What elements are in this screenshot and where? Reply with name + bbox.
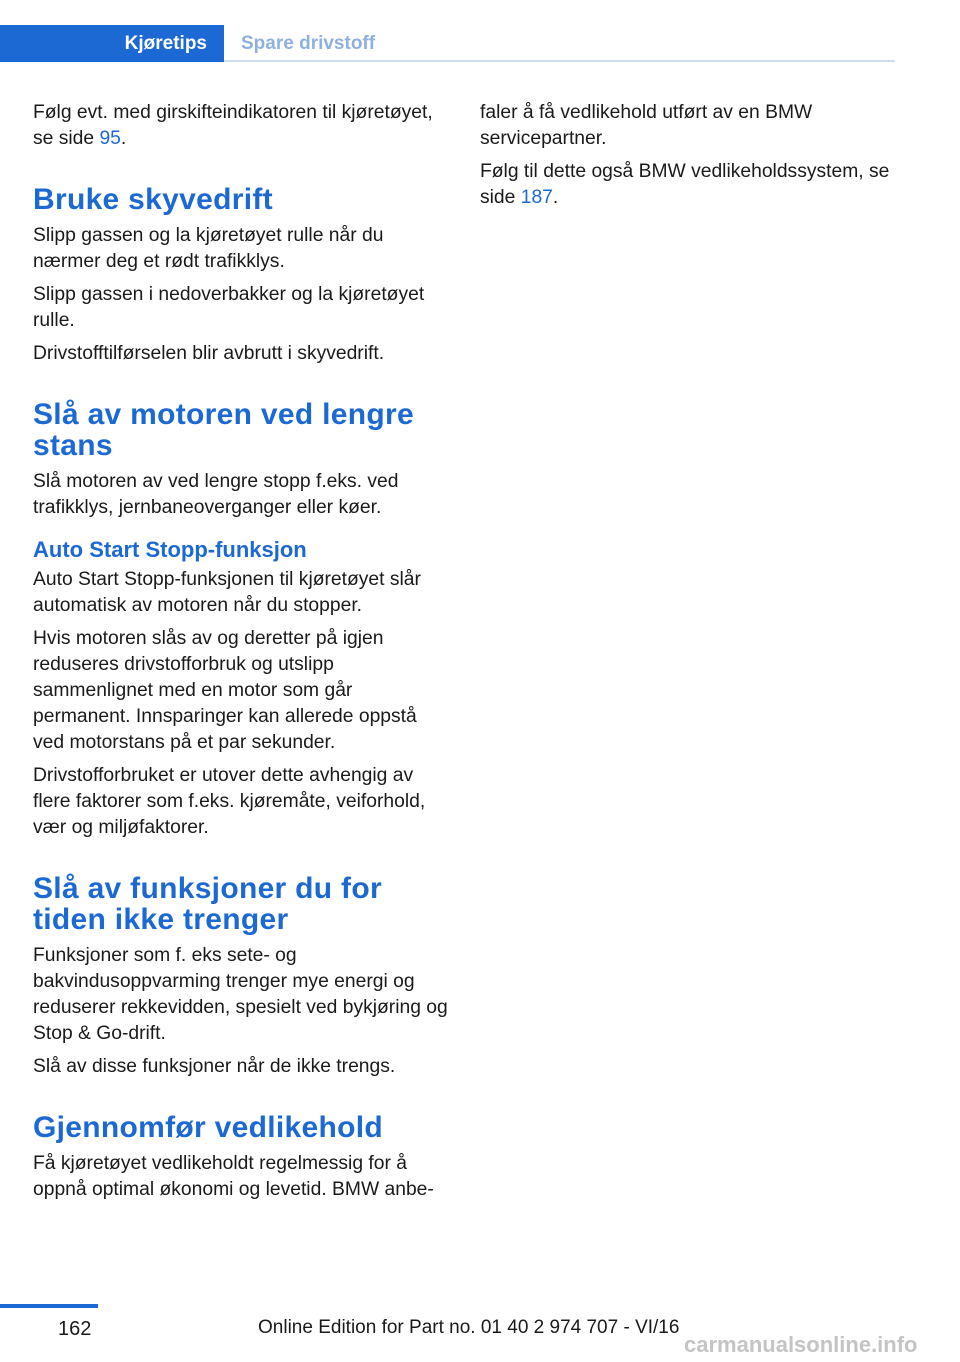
heading-maintenance: Gjennomfør vedlikehold [33, 1111, 383, 1144]
heading-functions: Slå av funksjoner du for tiden ikke trenger [33, 872, 382, 936]
tab-kjoretips[interactable]: Kjøretips [0, 25, 224, 62]
footer-accent-bar [0, 1304, 98, 1308]
heading-engine-off: Slå av motoren ved lengre stans [33, 398, 414, 462]
paragraph: Hvis motoren slås av og deretter på igjen reduseres drivstofforbruk og utslipp sammenlignet med en motor som går permanent. Innsparinger kan allerede oppstå ved motorstans på et par sekunder. [33, 628, 417, 753]
watermark: carmanualsonline.info [684, 1332, 918, 1357]
page-number: 162 [58, 1318, 92, 1340]
intro-paragraph: Følg evt. med girskifteindikatoren til kjøretøyet, se side 95. [33, 102, 433, 149]
paragraph: Drivstofftilførselen blir avbrutt i skyvedrift. [33, 343, 385, 364]
paragraph: Drivstofforbruket er utover dette avhengig av flere faktorer som f.eks. kjøremåte, veiforhold, vær og miljøfaktorer. [33, 765, 426, 838]
paragraph: Slå motoren av ved lengre stopp f.eks. ved trafikklys, jernbaneoverganger eller køer. [33, 471, 399, 518]
page-header [0, 25, 895, 61]
paragraph: Få kjøretøyet vedlikeholdt regelmessig for å oppnå optimal økonomi og levetid. BMW anbe- [33, 1153, 434, 1200]
tab-spare-drivstoff[interactable]: Spare drivstoff [241, 33, 376, 54]
maintenance-system-paragraph: Følg til dette også BMW vedlikeholdssystem, se side 187. [480, 161, 890, 208]
paragraph: Funksjoner som f. eks sete- og bakvindusoppvarming trenger mye energi og reduserer rekkevidden, spesielt ved bykjøring og Stop & Go-drift. [33, 945, 448, 1044]
edition-info: Online Edition for Part no. 01 40 2 974 707 - VI/16 [258, 1317, 680, 1338]
paragraph: Slipp gassen i nedoverbakker og la kjøretøyet rulle. [33, 284, 425, 331]
right-column [480, 100, 898, 218]
heading-coasting: Bruke skyvedrift [33, 183, 273, 216]
left-column [33, 100, 451, 1210]
page-ref-187[interactable]: 187 [520, 187, 553, 208]
subheading-auto-start-stop: Auto Start Stopp-funksjon [33, 537, 307, 562]
paragraph: Auto Start Stopp-funksjonen til kjøretøyet slår automatisk av motoren når du stopper. [33, 569, 421, 616]
paragraph: Slå av disse funksjoner når de ikke trengs. [33, 1056, 396, 1077]
page-ref-95[interactable]: 95 [99, 128, 121, 149]
paragraph: faler å få vedlikehold utført av en BMW servicepartner. [480, 102, 813, 149]
paragraph: Slipp gassen og la kjøretøyet rulle når du nærmer deg et rødt trafikklys. [33, 225, 384, 272]
